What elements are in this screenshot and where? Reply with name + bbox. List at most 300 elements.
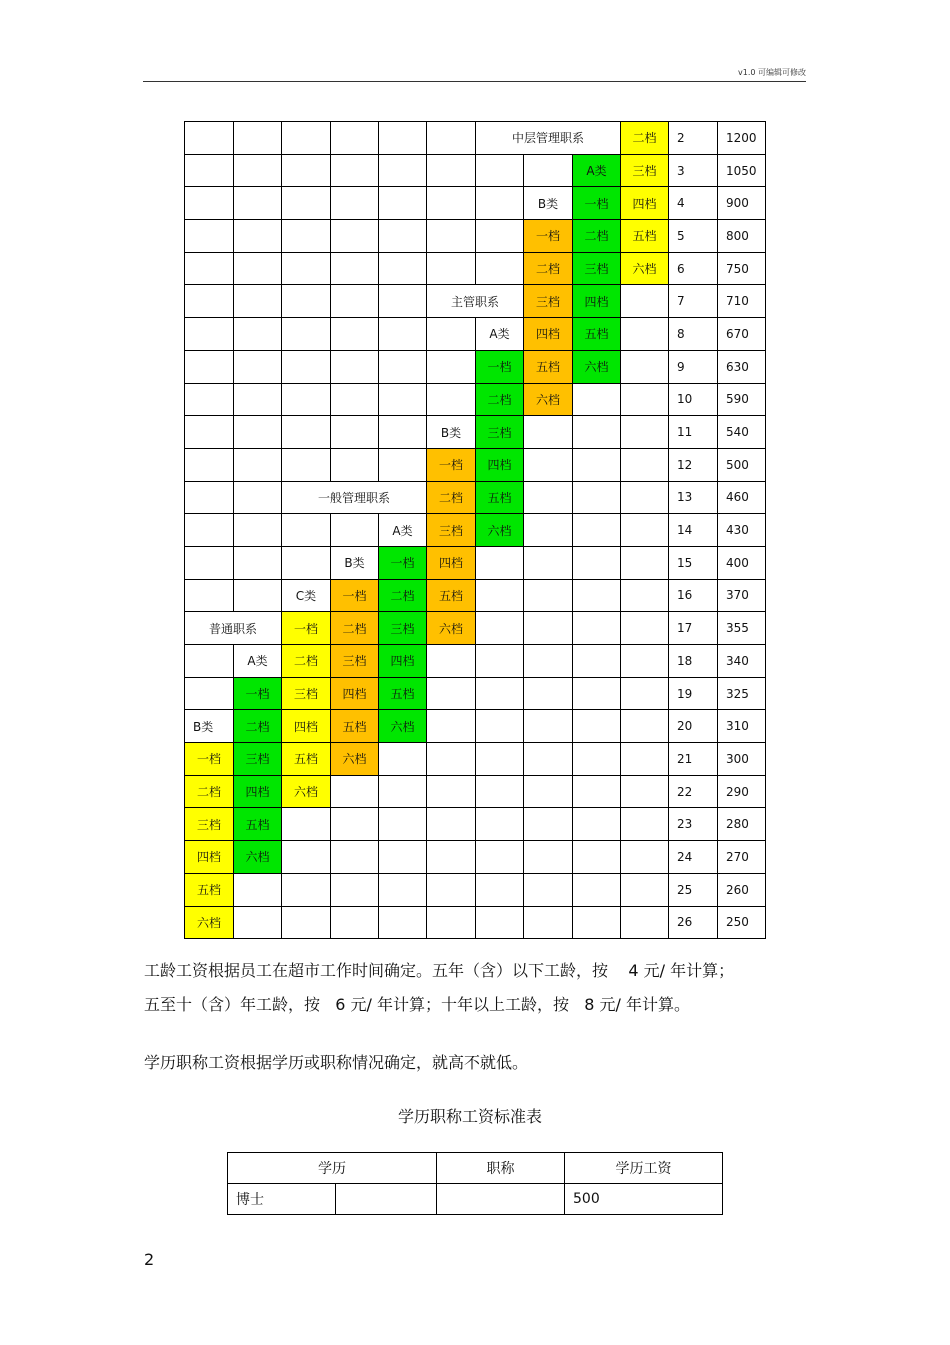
table-row (185, 448, 766, 481)
level-cell: 11 (669, 416, 718, 449)
empty-cell (379, 252, 427, 285)
level-cell: 14 (669, 514, 718, 547)
grade-cell: 五档 (573, 318, 621, 351)
empty-cell (427, 873, 476, 906)
empty-cell (573, 448, 621, 481)
cell-education: 博士 (228, 1184, 336, 1215)
level-cell: 22 (669, 775, 718, 808)
empty-cell (524, 808, 573, 841)
empty-cell (379, 743, 427, 776)
empty-cell (234, 873, 282, 906)
empty-cell (282, 546, 331, 579)
category-label: A类 (234, 645, 282, 678)
empty-cell (524, 154, 573, 187)
category-label: 普通职系 (185, 612, 282, 645)
empty-cell (573, 645, 621, 678)
level-cell: 21 (669, 743, 718, 776)
table-row (185, 775, 766, 808)
empty-cell (621, 710, 669, 743)
level-cell: 5 (669, 220, 718, 253)
empty-cell (185, 514, 234, 547)
empty-cell (621, 383, 669, 416)
empty-cell (476, 579, 524, 612)
amount-cell: 1050 (718, 154, 766, 187)
table-row (185, 220, 766, 253)
table-row (185, 906, 766, 939)
empty-cell (331, 808, 379, 841)
empty-cell (379, 448, 427, 481)
level-cell: 24 (669, 841, 718, 874)
empty-cell (379, 383, 427, 416)
grade-cell: 一档 (476, 350, 524, 383)
empty-cell (379, 350, 427, 383)
empty-cell (621, 743, 669, 776)
amount-cell: 710 (718, 285, 766, 318)
empty-cell (282, 154, 331, 187)
grade-cell: 六档 (331, 743, 379, 776)
grade-cell: 六档 (476, 514, 524, 547)
grade-cell: 六档 (185, 906, 234, 939)
cell-extra (336, 1184, 437, 1215)
empty-cell (573, 677, 621, 710)
grade-cell: 三档 (379, 612, 427, 645)
empty-cell (282, 122, 331, 155)
empty-cell (234, 350, 282, 383)
grade-cell: 五档 (379, 677, 427, 710)
empty-cell (379, 775, 427, 808)
category-label: B类 (331, 546, 379, 579)
empty-cell (427, 122, 476, 155)
empty-cell (427, 154, 476, 187)
grade-cell: 三档 (234, 743, 282, 776)
empty-cell (427, 187, 476, 220)
grade-cell: 四档 (185, 841, 234, 874)
grade-cell: 一档 (185, 743, 234, 776)
empty-cell (524, 579, 573, 612)
grade-cell: 四档 (427, 546, 476, 579)
empty-cell (524, 612, 573, 645)
empty-cell (185, 579, 234, 612)
empty-cell (573, 546, 621, 579)
empty-cell (427, 383, 476, 416)
empty-cell (234, 220, 282, 253)
empty-cell (573, 579, 621, 612)
table-row (185, 514, 766, 547)
empty-cell (524, 677, 573, 710)
empty-cell (524, 710, 573, 743)
empty-cell (476, 775, 524, 808)
level-cell: 15 (669, 546, 718, 579)
empty-cell (621, 448, 669, 481)
empty-cell (573, 873, 621, 906)
amount-cell: 540 (718, 416, 766, 449)
table-row (185, 416, 766, 449)
level-cell: 26 (669, 906, 718, 939)
salary-grade-table (184, 121, 766, 939)
paragraph-seniority-line2: 五至十（含）年工龄，按 6 元/ 年计算；十年以上工龄，按 8 元/ 年计算。 (144, 995, 691, 1014)
table-row (185, 285, 766, 318)
empty-cell (427, 808, 476, 841)
grade-cell: 一档 (573, 187, 621, 220)
empty-cell (621, 546, 669, 579)
empty-cell (573, 383, 621, 416)
empty-cell (331, 841, 379, 874)
category-label: B类 (185, 710, 234, 743)
empty-cell (331, 285, 379, 318)
empty-cell (185, 350, 234, 383)
table-row (185, 318, 766, 351)
amount-cell: 340 (718, 645, 766, 678)
empty-cell (621, 514, 669, 547)
grade-cell: 三档 (476, 416, 524, 449)
amount-cell: 590 (718, 383, 766, 416)
level-cell: 17 (669, 612, 718, 645)
level-cell: 9 (669, 350, 718, 383)
empty-cell (379, 808, 427, 841)
empty-cell (331, 448, 379, 481)
empty-cell (621, 481, 669, 514)
amount-cell: 460 (718, 481, 766, 514)
grade-cell: 一档 (282, 612, 331, 645)
empty-cell (379, 873, 427, 906)
grade-cell: 五档 (621, 220, 669, 253)
empty-cell (379, 285, 427, 318)
empty-cell (476, 841, 524, 874)
grade-cell: 四档 (621, 187, 669, 220)
level-cell: 7 (669, 285, 718, 318)
empty-cell (476, 808, 524, 841)
empty-cell (524, 546, 573, 579)
level-cell: 3 (669, 154, 718, 187)
cell-wage: 500 (565, 1184, 723, 1215)
empty-cell (234, 187, 282, 220)
grade-cell: 二档 (476, 383, 524, 416)
empty-cell (282, 841, 331, 874)
empty-cell (476, 645, 524, 678)
paragraph-seniority-line1: 工龄工资根据员工在超市工作时间确定。五年（含）以下工龄，按 4 元/ 年计算； (144, 961, 735, 980)
empty-cell (234, 448, 282, 481)
empty-cell (379, 416, 427, 449)
empty-cell (524, 481, 573, 514)
level-cell: 20 (669, 710, 718, 743)
grade-cell: 三档 (331, 645, 379, 678)
grade-cell: 五档 (476, 481, 524, 514)
category-label: 主管职系 (427, 285, 524, 318)
grade-cell: 五档 (331, 710, 379, 743)
grade-cell: 一档 (427, 448, 476, 481)
empty-cell (573, 710, 621, 743)
level-cell: 4 (669, 187, 718, 220)
paragraph-education: 学历职称工资根据学历或职称情况确定，就高不就低。 (144, 1053, 529, 1072)
education-table-caption: 学历职称工资标准表 (397, 1107, 542, 1126)
empty-cell (234, 252, 282, 285)
amount-cell: 250 (718, 906, 766, 939)
empty-cell (427, 350, 476, 383)
header-title: 职称 (437, 1153, 565, 1184)
empty-cell (621, 873, 669, 906)
empty-cell (379, 906, 427, 939)
table-row (185, 743, 766, 776)
empty-cell (234, 318, 282, 351)
empty-cell (282, 906, 331, 939)
empty-cell (476, 743, 524, 776)
grade-cell: 五档 (427, 579, 476, 612)
grade-cell: 三档 (524, 285, 573, 318)
empty-cell (331, 220, 379, 253)
empty-cell (476, 677, 524, 710)
empty-cell (621, 906, 669, 939)
empty-cell (185, 546, 234, 579)
empty-cell (185, 481, 234, 514)
level-cell: 16 (669, 579, 718, 612)
table-row (185, 187, 766, 220)
table-row (185, 677, 766, 710)
empty-cell (282, 514, 331, 547)
empty-cell (427, 743, 476, 776)
empty-cell (234, 579, 282, 612)
level-cell: 13 (669, 481, 718, 514)
empty-cell (331, 350, 379, 383)
category-label: A类 (379, 514, 427, 547)
empty-cell (379, 220, 427, 253)
amount-cell: 630 (718, 350, 766, 383)
empty-cell (621, 612, 669, 645)
empty-cell (185, 285, 234, 318)
grade-cell: 二档 (573, 220, 621, 253)
empty-cell (427, 906, 476, 939)
category-label: 一般管理职系 (282, 481, 427, 514)
amount-cell: 900 (718, 187, 766, 220)
amount-cell: 280 (718, 808, 766, 841)
amount-cell: 670 (718, 318, 766, 351)
grade-cell: 一档 (379, 546, 427, 579)
empty-cell (524, 448, 573, 481)
empty-cell (524, 906, 573, 939)
grade-cell: 一档 (524, 220, 573, 253)
empty-cell (476, 154, 524, 187)
empty-cell (331, 383, 379, 416)
empty-cell (331, 252, 379, 285)
empty-cell (282, 448, 331, 481)
grade-cell: 三档 (282, 677, 331, 710)
table-row (185, 350, 766, 383)
empty-cell (573, 481, 621, 514)
empty-cell (379, 154, 427, 187)
empty-cell (524, 514, 573, 547)
amount-cell: 270 (718, 841, 766, 874)
category-label: C类 (282, 579, 331, 612)
amount-cell: 500 (718, 448, 766, 481)
empty-cell (524, 416, 573, 449)
empty-cell (234, 154, 282, 187)
amount-cell: 430 (718, 514, 766, 547)
empty-cell (427, 318, 476, 351)
empty-cell (476, 906, 524, 939)
amount-cell: 800 (718, 220, 766, 253)
amount-cell: 300 (718, 743, 766, 776)
grade-cell: 五档 (524, 350, 573, 383)
empty-cell (234, 514, 282, 547)
table-row (185, 612, 766, 645)
table-row (185, 154, 766, 187)
grade-cell: 二档 (185, 775, 234, 808)
table-row (185, 252, 766, 285)
amount-cell: 260 (718, 873, 766, 906)
table-row (185, 873, 766, 906)
table-row (185, 481, 766, 514)
level-cell: 12 (669, 448, 718, 481)
category-label: A类 (476, 318, 524, 351)
grade-cell: 二档 (621, 122, 669, 155)
grade-cell: 四档 (379, 645, 427, 678)
empty-cell (573, 906, 621, 939)
empty-cell (185, 220, 234, 253)
grade-cell: 三档 (427, 514, 476, 547)
empty-cell (621, 645, 669, 678)
empty-cell (573, 808, 621, 841)
page-number: 2 (144, 1250, 155, 1269)
cell-title (437, 1184, 565, 1215)
empty-cell (282, 318, 331, 351)
grade-cell: A类 (573, 154, 621, 187)
grade-cell: 六档 (379, 710, 427, 743)
empty-cell (331, 514, 379, 547)
empty-cell (573, 514, 621, 547)
grade-cell: 四档 (573, 285, 621, 318)
empty-cell (621, 579, 669, 612)
empty-cell (282, 285, 331, 318)
grade-cell: 二档 (379, 579, 427, 612)
empty-cell (234, 906, 282, 939)
empty-cell (524, 873, 573, 906)
empty-cell (234, 481, 282, 514)
empty-cell (282, 873, 331, 906)
empty-cell (185, 122, 234, 155)
empty-cell (427, 710, 476, 743)
grade-cell: 六档 (282, 775, 331, 808)
empty-cell (331, 775, 379, 808)
grade-cell: 六档 (621, 252, 669, 285)
grade-cell: 二档 (524, 252, 573, 285)
empty-cell (185, 677, 234, 710)
empty-cell (282, 808, 331, 841)
table-row (185, 579, 766, 612)
empty-cell (331, 318, 379, 351)
category-label: B类 (524, 187, 573, 220)
empty-cell (379, 122, 427, 155)
empty-cell (573, 841, 621, 874)
empty-cell (185, 383, 234, 416)
grade-cell: 六档 (524, 383, 573, 416)
empty-cell (427, 775, 476, 808)
empty-cell (331, 906, 379, 939)
empty-cell (621, 775, 669, 808)
empty-cell (621, 677, 669, 710)
empty-cell (476, 220, 524, 253)
level-cell: 25 (669, 873, 718, 906)
empty-cell (524, 743, 573, 776)
empty-cell (331, 416, 379, 449)
empty-cell (573, 612, 621, 645)
empty-cell (476, 252, 524, 285)
grade-cell: 二档 (331, 612, 379, 645)
empty-cell (234, 383, 282, 416)
empty-cell (524, 775, 573, 808)
amount-cell: 400 (718, 546, 766, 579)
empty-cell (331, 187, 379, 220)
header-version: v1.0 可编辑可修改 (738, 68, 806, 77)
amount-cell: 1200 (718, 122, 766, 155)
empty-cell (185, 645, 234, 678)
grade-cell: 四档 (524, 318, 573, 351)
empty-cell (282, 350, 331, 383)
table-row (185, 808, 766, 841)
grade-cell: 三档 (573, 252, 621, 285)
empty-cell (185, 416, 234, 449)
empty-cell (282, 383, 331, 416)
amount-cell: 325 (718, 677, 766, 710)
empty-cell (621, 841, 669, 874)
grade-cell: 五档 (282, 743, 331, 776)
level-cell: 18 (669, 645, 718, 678)
empty-cell (185, 187, 234, 220)
grade-cell: 四档 (282, 710, 331, 743)
education-wage-table (227, 1152, 723, 1215)
level-cell: 10 (669, 383, 718, 416)
table-row (185, 546, 766, 579)
grade-cell: 二档 (234, 710, 282, 743)
empty-cell (621, 318, 669, 351)
table-row (185, 841, 766, 874)
empty-cell (427, 220, 476, 253)
empty-cell (573, 743, 621, 776)
grade-cell: 三档 (185, 808, 234, 841)
amount-cell: 370 (718, 579, 766, 612)
empty-cell (621, 285, 669, 318)
empty-cell (524, 645, 573, 678)
grade-cell: 六档 (427, 612, 476, 645)
empty-cell (234, 285, 282, 318)
header-wage: 学历工资 (565, 1153, 723, 1184)
level-cell: 19 (669, 677, 718, 710)
grade-cell: 三档 (621, 154, 669, 187)
empty-cell (476, 546, 524, 579)
empty-cell (476, 710, 524, 743)
table-header-row (228, 1153, 723, 1184)
grade-cell: 二档 (282, 645, 331, 678)
table-row (185, 383, 766, 416)
grade-cell: 六档 (573, 350, 621, 383)
empty-cell (621, 416, 669, 449)
amount-cell: 290 (718, 775, 766, 808)
table-row (228, 1184, 723, 1215)
grade-cell: 五档 (234, 808, 282, 841)
category-label: 中层管理职系 (476, 122, 621, 155)
amount-cell: 750 (718, 252, 766, 285)
amount-cell: 310 (718, 710, 766, 743)
empty-cell (427, 645, 476, 678)
table-row (185, 645, 766, 678)
amount-cell: 355 (718, 612, 766, 645)
empty-cell (234, 122, 282, 155)
level-cell: 2 (669, 122, 718, 155)
empty-cell (427, 252, 476, 285)
empty-cell (379, 187, 427, 220)
empty-cell (185, 448, 234, 481)
empty-cell (379, 841, 427, 874)
empty-cell (573, 416, 621, 449)
grade-cell: 一档 (234, 677, 282, 710)
